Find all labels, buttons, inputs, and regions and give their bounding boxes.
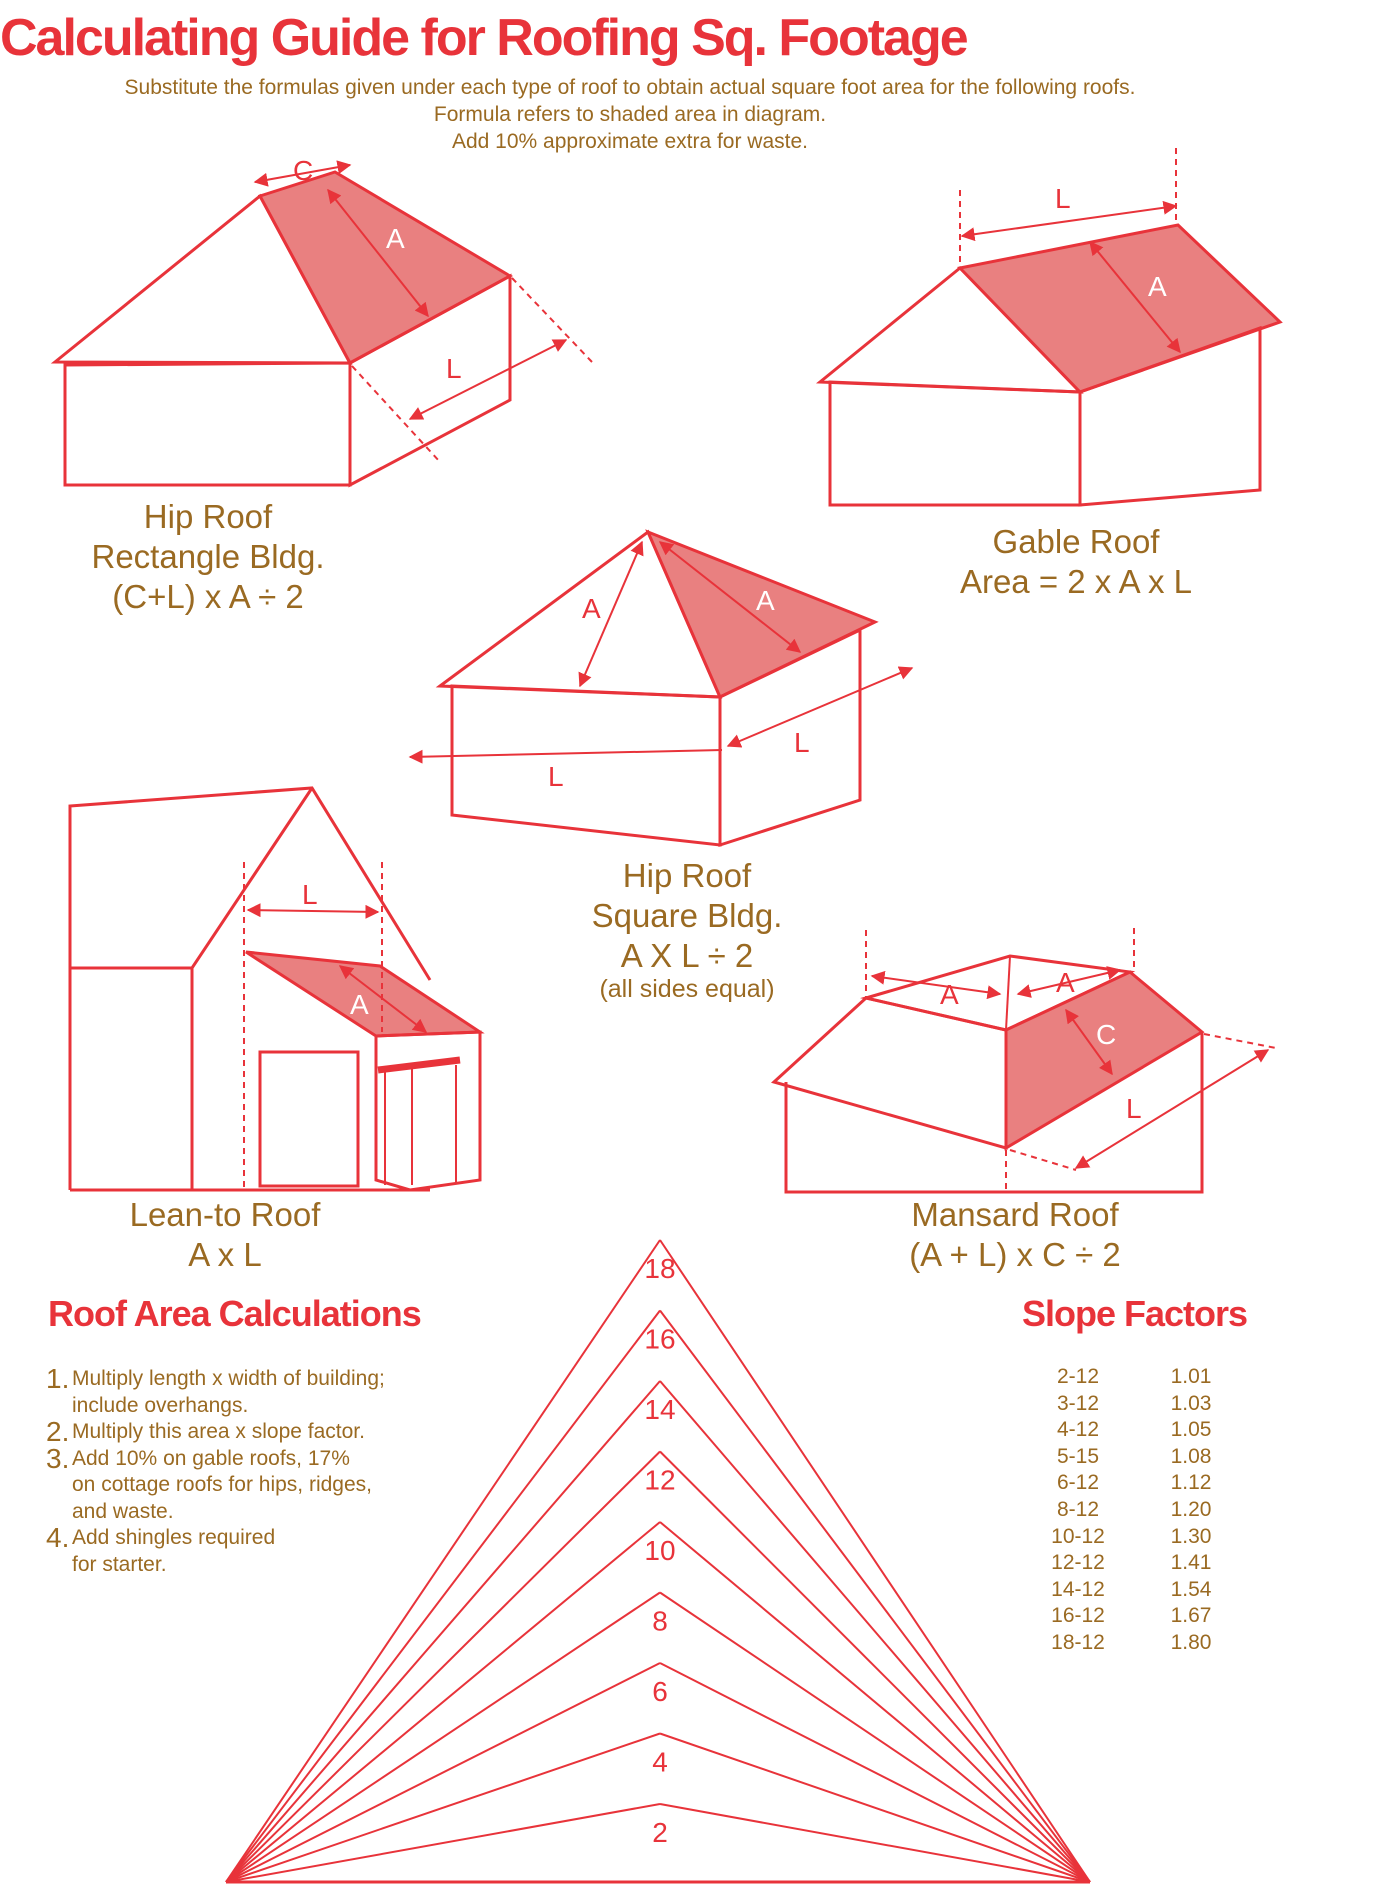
calc-step-3-line-2: on cottage roofs for hips, ridges, [72,1473,372,1496]
mansard-caption [865,1195,1165,1275]
slope-pitch: 16-12 [1051,1604,1105,1628]
mansard-roof-diagram [774,928,1276,1192]
calc-steps [46,1363,446,1578]
slope-factor: 1.03 [1170,1391,1212,1415]
pitch-line-right [660,1804,1090,1882]
calc-step-2-number: 2. [46,1416,70,1447]
mansard-label-c: C [1096,1019,1117,1050]
subtitle-line-2: Formula refers to shaded area in diagram. [433,103,827,126]
hip-square-caption [537,856,837,1002]
slope-factor: 1.30 [1170,1524,1212,1548]
slope-factor: 1.80 [1170,1630,1212,1654]
slope-factor: 1.01 [1170,1365,1212,1388]
pitch-number: 8 [652,1605,668,1637]
pitch-line-left [226,1593,660,1883]
slope-pitch: 14-12 [1051,1577,1105,1601]
pitch-line-right [660,1452,1090,1883]
mansard-label-a-side: A [1056,967,1075,998]
slope-row [1030,1364,1250,1391]
slope-row [1030,1577,1250,1604]
hip-square-label-a-left: A [582,593,601,624]
mansard-caption-line-2: (A + L) x C ÷ 2 [909,1236,1121,1273]
calc-step-1-line-1: Multiply length x width of building; [72,1367,385,1390]
subtitle-line-3: Add 10% approximate extra for waste. [451,130,808,153]
calc-step-1 [46,1363,446,1419]
lean-to-label-l: L [302,879,318,910]
hip-square-caption-line-2: Square Bldg. [591,897,783,934]
pitch-number: 16 [644,1323,676,1355]
calc-step-4-number: 4. [46,1522,70,1553]
hip-square-label-a-right: A [756,585,775,616]
calc-step-4-line-1: Add shingles required [72,1526,276,1549]
calc-step-2-text [72,1419,365,1446]
calc-step-2-line-1: Multiply this area x slope factor. [72,1420,365,1443]
pitch-line-left [226,1804,660,1882]
lean-to-label-a: A [350,989,369,1020]
hip-square-caption-line-4: (all sides equal) [599,975,775,1003]
gable-caption-line-1: Gable Roof [992,523,1160,560]
hip-rect-caption-line-1: Hip Roof [143,498,273,535]
hip-rect-caption [58,497,358,617]
slope-pitch: 8-12 [1056,1497,1100,1521]
slope-factor: 1.20 [1170,1497,1212,1521]
pitch-line-right [660,1593,1090,1883]
hip-square-caption-line-3: A X L ÷ 2 [620,937,754,974]
lean-to-caption [75,1195,375,1275]
calc-step-1-line-2: include overhangs. [72,1393,249,1417]
slope-factor: 1.67 [1170,1604,1212,1628]
slope-row [1030,1550,1250,1577]
slope-factor: 1.54 [1170,1577,1212,1601]
calc-step-3-text [72,1446,372,1526]
hip-roof-square-diagram [410,532,912,845]
slope-factor: 1.12 [1170,1471,1212,1495]
hip-square-caption-line-1: Hip Roof [622,857,752,894]
gable-label-l: L [1055,183,1071,214]
calc-step-3-number: 3. [46,1442,70,1474]
pitch-number: 12 [644,1464,676,1496]
hip-rect-label-a: A [386,223,405,254]
hip-rect-label-c: C [293,155,314,186]
slope-pitch: 18-12 [1051,1630,1105,1654]
hip-roof-rectangle-diagram [55,155,592,485]
mansard-label-a-front: A [940,979,959,1010]
pitch-line-right [660,1240,1090,1882]
pitch-number: 2 [652,1817,668,1848]
calc-step-3 [46,1442,446,1526]
calc-step-3-line-3: and waste. [72,1499,174,1523]
hip-rect-caption-line-2: Rectangle Bldg. [91,538,325,575]
calc-step-4-line-2: for starter. [72,1552,167,1576]
calc-step-3-line-1: Add 10% on gable roofs, 17% [72,1446,350,1470]
calc-step-2 [46,1416,446,1447]
slope-pitch: 5-15 [1056,1444,1100,1468]
slope-title: Slope Factors [1022,1293,1248,1334]
slope-pitch: 6-12 [1056,1471,1100,1495]
calc-title: Roof Area Calculations [48,1293,421,1334]
pitch-number: 4 [652,1746,668,1778]
mansard-caption-line-1: Mansard Roof [911,1196,1119,1233]
slope-pitch: 4-12 [1056,1418,1100,1442]
gable-caption-line-2: Area = 2 x A x L [959,563,1193,600]
pitch-number: 10 [644,1535,676,1566]
pitch-number: 14 [644,1394,676,1425]
page-title: Calculating Guide for Roofing Sq. Footage [0,9,967,67]
slope-pitch: 3-12 [1056,1391,1100,1415]
pitch-number: 6 [652,1676,668,1707]
slope-pitch: 12-12 [1051,1551,1105,1575]
slope-factor: 1.05 [1170,1418,1212,1442]
slope-row [1030,1470,1250,1497]
slope-row [1030,1630,1250,1657]
pitch-line-right [660,1663,1090,1882]
slope-row [1030,1417,1250,1444]
calc-step-1-text [72,1366,385,1419]
calc-step-4 [46,1522,446,1578]
slope-row [1030,1603,1250,1630]
lean-to-roof-diagram [70,788,480,1190]
lean-to-caption-line-2: A x L [188,1236,262,1273]
slope-factor: 1.08 [1170,1444,1212,1468]
slope-pitch: 2-12 [1056,1365,1100,1388]
gable-roof-diagram [820,148,1280,505]
gable-caption [926,522,1226,602]
pitch-number: 18 [644,1253,676,1284]
slope-pitch: 10-12 [1051,1524,1105,1548]
slope-row [1030,1497,1250,1524]
calc-step-1-number: 1. [46,1363,70,1394]
slope-row [1030,1524,1250,1551]
slope-row [1030,1391,1250,1418]
slope-row [1030,1444,1250,1471]
hip-square-label-l-front: L [548,761,564,792]
pitch-line-right [660,1311,1090,1883]
pitch-line-left [226,1663,660,1882]
hip-rect-label-l: L [446,353,462,384]
slope-factor: 1.41 [1170,1551,1212,1575]
lean-to-caption-line-1: Lean-to Roof [129,1196,321,1233]
gable-label-a: A [1148,271,1167,302]
slope-factors-table [1030,1364,1250,1657]
hip-rect-caption-line-3: (C+L) x A ÷ 2 [112,578,304,615]
subtitle-line-1: Substitute the formulas given under each type of roof to obtain actual square foot area for the following roofs. [124,76,1136,99]
hip-square-label-l-side: L [794,727,810,758]
calc-step-4-text [72,1525,275,1578]
pitch-line-right [660,1522,1090,1882]
mansard-label-l: L [1126,1093,1142,1124]
